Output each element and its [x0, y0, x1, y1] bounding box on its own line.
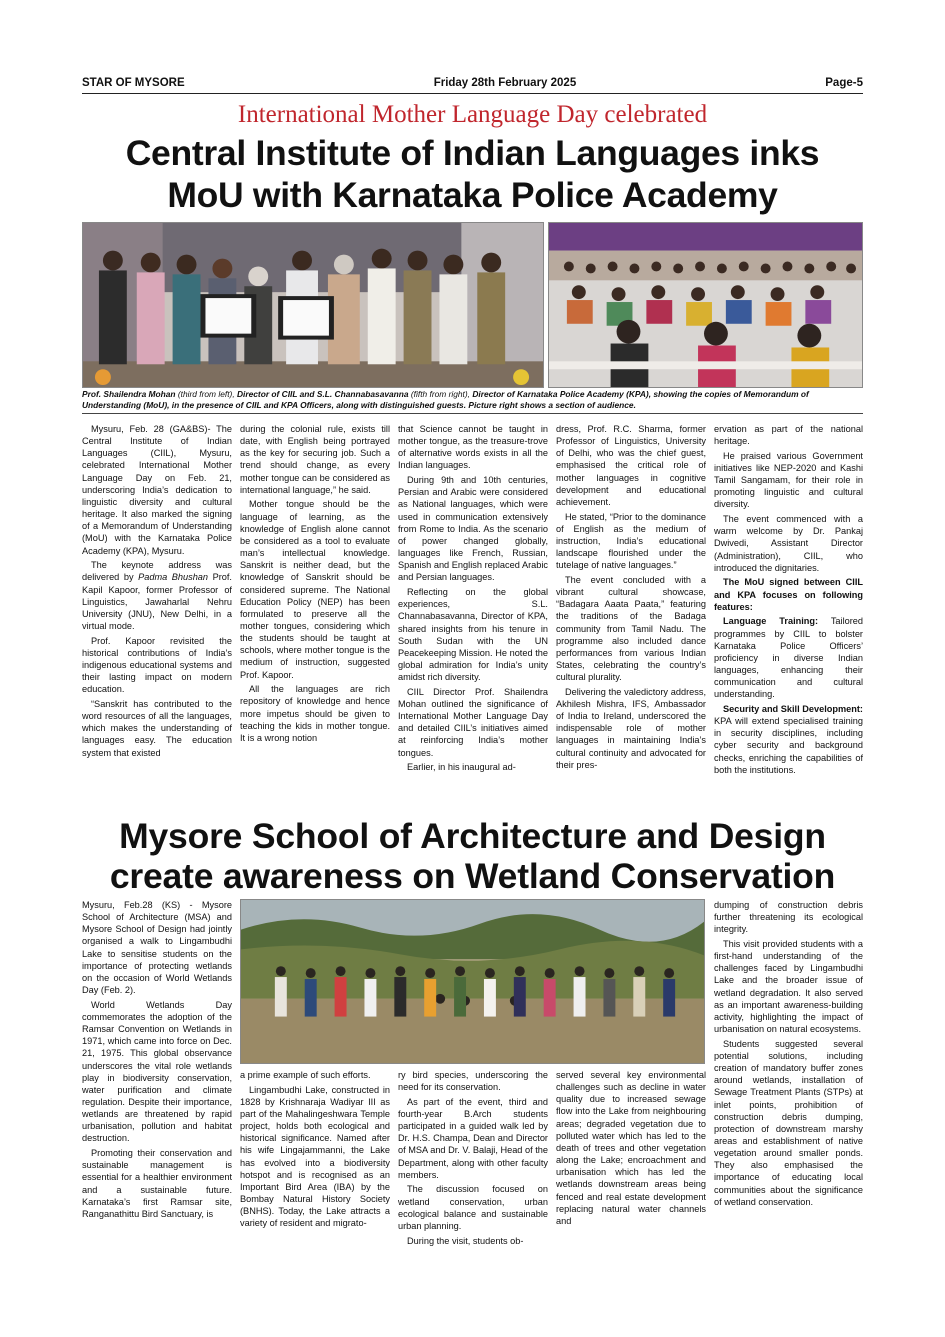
mou-signing-photo: [82, 222, 544, 388]
story2-headline: [82, 816, 863, 896]
paragraph: This visit provided students with a first-hand understanding of the challenges faced by Lingambudhi Lake and the broader issue of wetland degradation. It also served as an important awareness-building activity, highlighting the impact of urbanisation on natural ecosystems.: [714, 938, 863, 1035]
story2-headline-line2: create awareness on Wetland Conservation: [109, 856, 836, 896]
story2-column-5: [714, 899, 863, 1267]
paragraph: He praised various Government initiatives like NEP-2020 and Kashi Tamil Sangamam, for their role in promoting linguistic and cultural diversity.: [714, 450, 863, 510]
paragraph: The event concluded with a vibrant cultural showcase, “Badagara Aaata Paata,” featuring the traditions of the Badaga community from Tamil Nadu. The programme also included dance performances from various Indian States, celebrating the country’s cultural plurality.: [556, 574, 706, 683]
wetland-walk-photo: [240, 899, 705, 1064]
paragraph: Promoting their conservation and sustainable management is essential for a healthier environment and a sustainable future. Karnataka’s first Ramsar site, Ranganathittu Bird Sanctuary, is: [82, 1148, 232, 1219]
paragraph: He stated, “Prior to the dominance of English as the medium of instruction, India’s educational landscape flourished under the tutelage of native languages.”: [556, 511, 706, 571]
story2-column-2: [240, 1069, 390, 1267]
paragraph: Mysuru, Feb.28 (KS) - Mysore School of Architecture (MSA) and Mysore School of Design had jointly organised a walk to Lingambudhi Lake to sensitise students on the importance of protecting wetlands on the occasion of World Wetlands Day (Feb. 2).: [82, 900, 232, 996]
story1-column-5: [714, 423, 863, 813]
paragraph: Lingambudhi Lake, constructed in 1828 by Krishnaraja Wadiyar III as part of the Mahalingeshwara Temple project, holds both ecological and historical significance. Named after his wife Lingajammanni, the Lake has evolved into a biodiversity hotspot and is recognised as an Important Bird Area (IBA) by the Bombay Natural History Society (BNHS). Today, the Lake attracts a variety of resident and migrato-: [240, 1084, 390, 1229]
paragraph: All the languages are rich repository of knowledge and hence more impetus should be given to teaching the kids in mother tongue. It is a wrong notion: [240, 684, 390, 743]
paragraph: CIIL Director Prof. Shailendra Mohan outlined the significance of International Mother Language Day and detailed CIIL’s initiatives aimed at reinforcing India’s mother tongues.: [398, 686, 548, 758]
paragraph: dumping of construction debris further threatening its ecological integrity.: [714, 900, 863, 935]
feature-text: Tailored programmes by CIIL to bolster Karnataka Police Officers’ proficiency in diverse Indian languages, enhancing their communication and cultural understanding.: [714, 616, 863, 700]
page-number: Page-5: [825, 77, 863, 89]
paper-name: STAR OF MYSORE: [82, 77, 185, 89]
paragraph: The discussion focused on wetland conservation, urban ecological balance and sustainable urban planning.: [398, 1184, 548, 1231]
award-name: Padma Bhushan: [138, 572, 209, 583]
paragraph: during the colonial rule, exists till date, with English being portrayed as the key for securing job. Such a trend should change, as every mother tongue can be considered as international language,” he said.: [240, 424, 390, 495]
story2-headline-line1: Mysore School of Architecture and Design: [119, 816, 826, 856]
paragraph: Mysuru, Feb. 28 (GA&BS)- The Central Institute of Indian Languages (CIIL), Mysuru, celebrated International Mother Language Day on Feb. 21, underscoring India’s dedication to linguistic diversity and cultural heritage. It also marked the signing of a Memorandum of Understanding (MoU) with the Karnataka Police Academy (KPA), Mysuru.: [82, 424, 232, 556]
story1-column-2: [240, 423, 390, 813]
story2-column-3: [398, 1069, 548, 1267]
story1-headline-line2: MoU with Karnataka Police Academy: [167, 175, 778, 215]
paragraph: ervation as part of the national heritage.: [714, 424, 863, 447]
paragraph: During the visit, students ob-: [407, 1235, 524, 1246]
paragraph: [82, 559, 232, 632]
story1-headline: [82, 132, 863, 216]
feature-text: KPA will extend specialised training in security disciplines, including cyber security and background checks, enriching the capabilities of both the institutions.: [714, 716, 863, 775]
paragraph: that Science cannot be taught in mother tongue, as the treasure-trove of alternative words exists in all the Indian languages.: [398, 424, 548, 471]
keynote-text: The keynote address was delivered by: [82, 560, 232, 583]
paragraph: “Sanskrit has contributed to the word resources of all the languages, which makes the understanding of languages easy. The education system that existed: [82, 698, 232, 758]
story1-column-4: [556, 423, 706, 813]
caption-mid: Director of CIIL and S.L. Channabasavanna: [236, 389, 409, 399]
story2-column-1: [82, 899, 232, 1267]
mou-feature: [714, 615, 863, 700]
story2-column-4: [556, 1069, 706, 1267]
paragraph: a prime example of such efforts.: [240, 1070, 371, 1080]
page-header: [82, 76, 863, 94]
keynote-text-rest: Prof. Kapil Kapoor, former Professor of Linguistics, Jawaharlal Nehru University (JNU), New Delhi, in a virtual mode.: [82, 572, 232, 631]
paragraph: Prof. Kapoor revisited the historical contributions of India’s indigenous educational systems and their lasting impact on modern education.: [82, 635, 232, 695]
caption-position1: (third from left),: [175, 389, 237, 399]
paragraph: As part of the event, third and fourth-year B.Arch students participated in a guided walk led by Dr. H.S. Champa, Dean and Director of MSA and Dr. V. Balaji, Head of the Department, along with other faculty members.: [398, 1096, 548, 1180]
paragraph: ry bird species, underscoring the need for its conservation.: [398, 1070, 548, 1093]
paragraph: Mother tongue should be the language of learning, as the knowledge of English alone cannot be considered as a tool to evaluate man’s intellectual knowledge. Sanskrit is neither dead, but the knowledge of Sanskrit should be considered supreme. The National Education Policy (NEP) has been formulated to preserve all the mother tongues, considering which the students should be taught at schools, where mother tongue is the medium of instruction, suggested Prof. Kapoor.: [240, 499, 390, 680]
paragraph: dress, Prof. R.C. Sharma, former Professor of Linguistics, University of Delhi, who was the chief guest, emphasised the critical role of mother languages in cognitive development and educational achievement.: [556, 424, 706, 507]
issue-date: Friday 28th February 2025: [433, 77, 577, 89]
paragraph: Earlier, in his inaugural ad-: [407, 762, 516, 773]
feature-label: Language Training:: [723, 616, 819, 627]
paragraph: Students suggested several potential solutions, including creation of mandatory buffer zones around wetlands, installation of Sewage Treatment Plants (STPs) at inlet points, prohibition of construction debris dumping, protection of downstream marshy areas and establishment of native vegetation around smaller ponds. They also emphasised the importance of educating local communities about the significance of wetland conservation.: [714, 1038, 863, 1207]
mou-features-heading: The MoU signed between CIIL and KPA focuses on following features:: [714, 577, 863, 612]
caption-position2: (fifth from right),: [408, 389, 473, 399]
paragraph: Reflecting on the global experiences, S.L. Channabasavanna, Director of KPA, shared insights from his tenure in South Sudan with the UN Peacekeeping Mission. He noted the global admiration for India’s unity amidst rich diversity.: [398, 587, 548, 683]
audience-photo: [548, 222, 863, 388]
caption-name1: Prof. Shailendra Mohan: [82, 389, 176, 399]
feature-label: Security and Skill Development:: [723, 703, 863, 714]
paragraph: served several key environmental challenges such as decline in water quality due to increased sewage flow into the Lake from neighbouring areas; degraded vegetation due to polluted water which has led to the death of trees and other vegetation along the Lake; encroachment and urbanisation which has led the wetlands downstream areas being fenced and real estate development replacing natural water channels and: [556, 1070, 706, 1226]
photo-caption: [82, 389, 863, 414]
mou-feature: [714, 703, 863, 776]
paragraph: The event commenced with a warm welcome by Dr. Pankaj Dwivedi, Assistant Director (Administration), CIIL, who introduced the dignitaries.: [714, 514, 863, 573]
paragraph: During 9th and 10th centuries, Persian and Arabic were considered as National languages, which were used in communication extensively from Rome to India. As the scenario of power changed globally, languages like French, Russian, Spanish and English replaced Arabic and Persian languages.: [398, 475, 548, 583]
story1-column-3: [398, 423, 548, 813]
paragraph: World Wetlands Day commemorates the adoption of the Ramsar Convention on Wetlands in 1971, which came into force on Dec. 21, 1975. This global observance underscores the vital role wetlands play in biodiversity conservation, water purification and climate regulation. Despite their importance, wetlands are threatened by rapid urbanisation, pollution and habitat destruction.: [82, 999, 232, 1144]
story1-kicker: International Mother Language Day celebrated: [237, 101, 708, 128]
story1-headline-line1: Central Institute of Indian Languages inks: [125, 133, 820, 173]
caption-rest: Director of Karnataka Police Academy (KPA), showing the copies of Memorandum of Understanding (MoU), in the presence of CIIL and KPA Officers, along with distinguished guests. Picture right shows a section of audience.: [82, 389, 809, 410]
story1-column-1: [82, 423, 232, 813]
paragraph: Delivering the valedictory address, Akhilesh Mishra, IFS, Ambassador of India to Ireland, underscored the indispensable role of mother languages in maintaining India’s cultural continuity and advocated for their pres-: [556, 686, 706, 770]
